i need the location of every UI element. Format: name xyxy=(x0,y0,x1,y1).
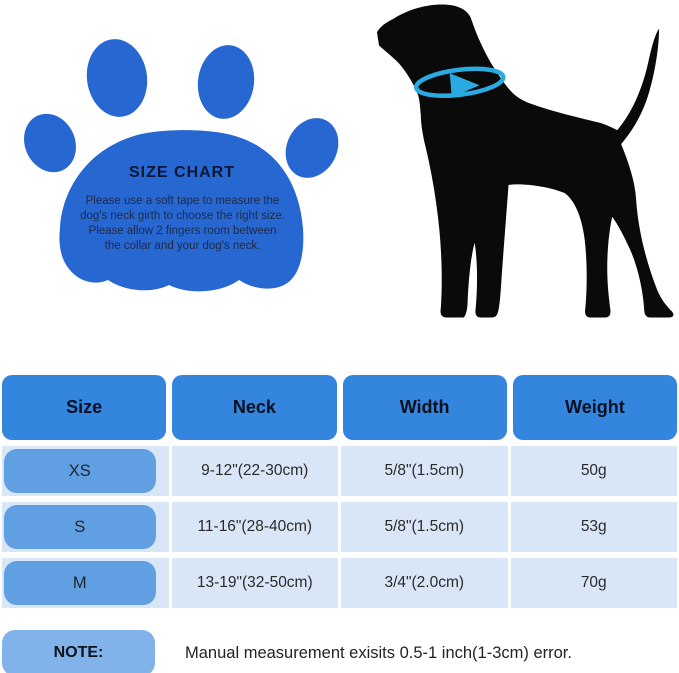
paw-print-icon xyxy=(2,18,360,353)
dog-silhouette-icon xyxy=(370,0,679,330)
instruction-line: Please allow 2 fingers room between xyxy=(88,225,277,237)
width-cell: 5/8"(1.5cm) xyxy=(341,502,508,552)
neck-cell: 13-19"(32-50cm) xyxy=(172,558,339,608)
width-cell: 5/8"(1.5cm) xyxy=(341,446,508,496)
size-pill: S xyxy=(4,505,156,549)
header-size: Size xyxy=(2,375,166,440)
size-pill: M xyxy=(4,561,156,605)
table-row xyxy=(2,502,677,552)
size-pill: XS xyxy=(4,449,156,493)
note-badge: NOTE: xyxy=(2,630,155,673)
table-row xyxy=(2,558,677,608)
size-cell xyxy=(2,502,169,552)
instruction-line: the collar and your dog's neck. xyxy=(104,240,261,252)
weight-cell: 53g xyxy=(511,502,678,552)
header-neck: Neck xyxy=(172,375,336,440)
weight-cell: 50g xyxy=(511,446,678,496)
measuring-instructions xyxy=(30,194,335,254)
size-chart-title: SIZE CHART xyxy=(129,164,235,181)
instruction-line: dog's neck girth to choose the right size. xyxy=(80,210,285,222)
dog-illustration xyxy=(370,0,679,330)
size-cell xyxy=(2,446,169,496)
header-width: Width xyxy=(343,375,507,440)
table-header-row xyxy=(2,375,677,440)
width-cell: 3/4"(2.0cm) xyxy=(341,558,508,608)
paw-toe xyxy=(82,35,152,121)
header-weight: Weight xyxy=(513,375,677,440)
weight-cell: 70g xyxy=(511,558,678,608)
instruction-line: Please use a soft tape to measure the xyxy=(85,195,280,207)
note-row xyxy=(2,630,677,673)
note-text: Manual measurement exisits 0.5-1 inch(1-3cm) error. xyxy=(185,643,572,662)
size-cell xyxy=(2,558,169,608)
size-table xyxy=(2,375,677,673)
neck-cell: 9-12"(22-30cm) xyxy=(172,446,339,496)
table-row xyxy=(2,446,677,496)
paw-toe xyxy=(193,41,259,122)
neck-cell: 11-16"(28-40cm) xyxy=(172,502,339,552)
paw-badge xyxy=(2,18,360,353)
